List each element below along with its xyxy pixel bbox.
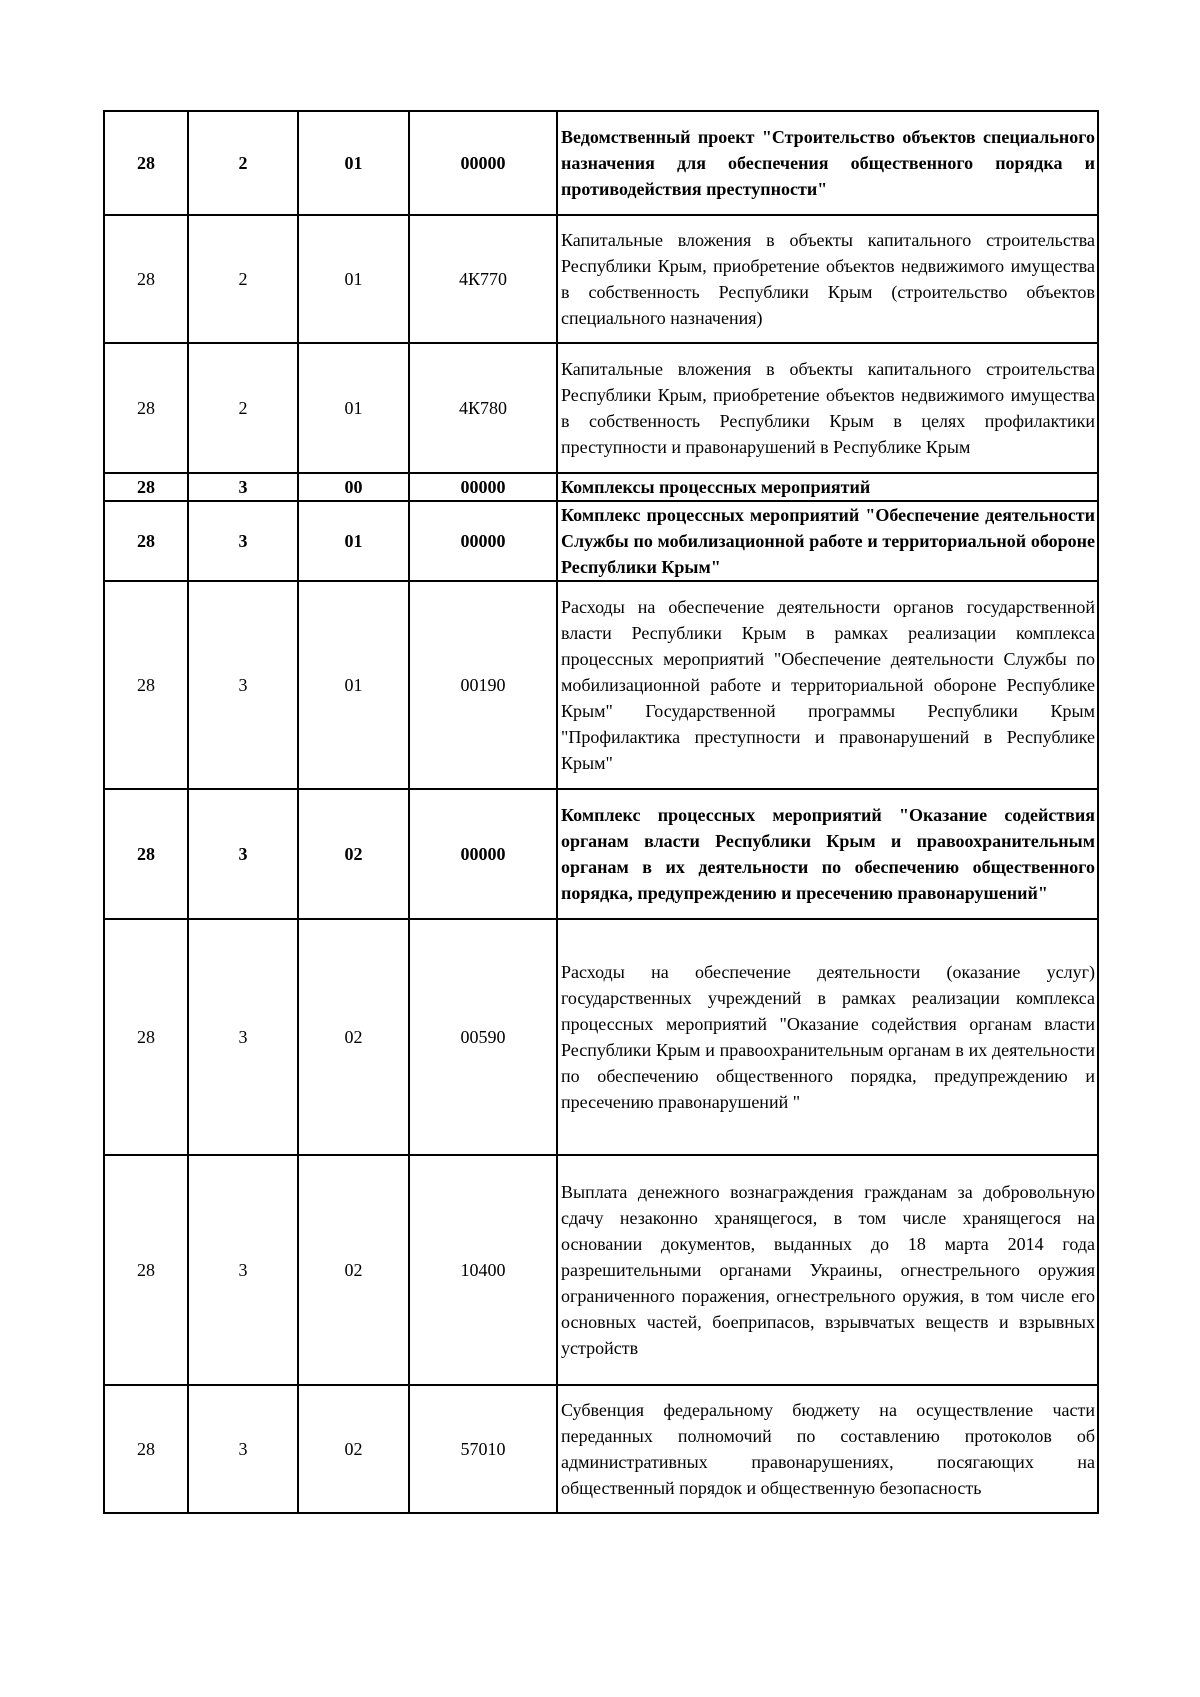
item-name-text: Комплекс процессных мероприятий "Обеспечение деятельности Службы по мобилизационной работе и территориальной обороне Республики Крым"	[561, 505, 1095, 577]
item-name-text: Капитальные вложения в объекты капитального строительства Республики Крым, приобретение объектов недвижимого имущества в собственность Республики Крым в целях профилактики преступности и правонарушений в Республике Крым	[561, 359, 1095, 457]
item-name-cell	[557, 789, 1098, 919]
table-row	[104, 343, 1098, 473]
subprogram-code-cell: 3	[188, 473, 298, 501]
subprogram-code-cell: 2	[188, 343, 298, 473]
table-row	[104, 919, 1098, 1155]
item-name-text: Комплексы процессных мероприятий	[561, 477, 871, 497]
table-row	[104, 581, 1098, 789]
direction-code-cell: 00000	[409, 789, 557, 919]
budget-classification-table	[103, 110, 1099, 1514]
program-code-cell: 28	[104, 343, 188, 473]
direction-code-cell: 4К770	[409, 215, 557, 343]
table-row	[104, 501, 1098, 581]
subprogram-code-cell: 3	[188, 581, 298, 789]
item-name-text: Капитальные вложения в объекты капитального строительства Республики Крым, приобретение объектов недвижимого имущества в собственность Республики Крым (строительство объектов специального назначения)	[561, 230, 1095, 328]
program-code-cell: 28	[104, 215, 188, 343]
program-code-cell: 28	[104, 581, 188, 789]
direction-code-cell: 00000	[409, 501, 557, 581]
item-name-cell	[557, 343, 1098, 473]
program-code-cell: 28	[104, 1385, 188, 1513]
table-body	[104, 111, 1098, 1513]
program-code-cell: 28	[104, 473, 188, 501]
element-code-cell: 01	[298, 215, 409, 343]
item-name-text: Расходы на обеспечение деятельности органов государственной власти Республики Крым в рамках реализации комплекса процессных мероприятий "Обеспечение деятельности Службы по мобилизационной работе и территориальной обороне Республике Крым" Государственной программы Республики Крым "Профилактика преступности и правонарушений в Республике Крым"	[561, 597, 1095, 773]
subprogram-code-cell: 3	[188, 1385, 298, 1513]
program-code-cell: 28	[104, 789, 188, 919]
subprogram-code-cell: 3	[188, 919, 298, 1155]
item-name-cell	[557, 581, 1098, 789]
subprogram-code-cell: 2	[188, 111, 298, 215]
item-name-cell	[557, 111, 1098, 215]
subprogram-code-cell: 2	[188, 215, 298, 343]
program-code-cell: 28	[104, 111, 188, 215]
table-row	[104, 215, 1098, 343]
element-code-cell: 02	[298, 1155, 409, 1385]
item-name-cell	[557, 215, 1098, 343]
element-code-cell: 00	[298, 473, 409, 501]
element-code-cell: 01	[298, 581, 409, 789]
element-code-cell: 01	[298, 501, 409, 581]
direction-code-cell: 10400	[409, 1155, 557, 1385]
table-row	[104, 473, 1098, 501]
item-name-text: Расходы на обеспечение деятельности (оказание услуг) государственных учреждений в рамках реализации комплекса процессных мероприятий "Оказание содействия органам власти Республики Крым и правоохранительным органам в их деятельности по обеспечению общественного порядка, предупреждению и пресечению правонарушений "	[561, 962, 1095, 1112]
direction-code-cell: 00000	[409, 473, 557, 501]
element-code-cell: 01	[298, 343, 409, 473]
table-row	[104, 1385, 1098, 1513]
element-code-cell: 02	[298, 919, 409, 1155]
element-code-cell: 02	[298, 1385, 409, 1513]
program-code-cell: 28	[104, 919, 188, 1155]
subprogram-code-cell: 3	[188, 501, 298, 581]
program-code-cell: 28	[104, 501, 188, 581]
item-name-cell	[557, 1155, 1098, 1385]
item-name-text: Ведомственный проект "Строительство объектов специального назначения для обеспечения общественного порядка и противодействия преступности"	[561, 127, 1095, 199]
direction-code-cell: 57010	[409, 1385, 557, 1513]
element-code-cell: 02	[298, 789, 409, 919]
item-name-text: Субвенция федеральному бюджету на осуществление части переданных полномочий по составлению протоколов об административных правонарушениях, посягающих на общественный порядок и общественную безопасность	[561, 1400, 1095, 1498]
table-row	[104, 789, 1098, 919]
subprogram-code-cell: 3	[188, 1155, 298, 1385]
direction-code-cell: 00590	[409, 919, 557, 1155]
direction-code-cell: 00190	[409, 581, 557, 789]
item-name-text: Комплекс процессных мероприятий "Оказание содействия органам власти Республики Крым и правоохранительным органам в их деятельности по обеспечению общественного порядка, предупреждению и пресечению правонарушений"	[561, 805, 1095, 903]
table-row	[104, 111, 1098, 215]
item-name-cell	[557, 1385, 1098, 1513]
element-code-cell: 01	[298, 111, 409, 215]
table-row	[104, 1155, 1098, 1385]
item-name-text: Выплата денежного вознаграждения гражданам за добровольную сдачу незаконно хранящегося, в том числе хранящегося на основании документов, выданных до 18 марта 2014 года разрешительными органами Украины, огнестрельного оружия ограниченного поражения, огнестрельного оружия, в том числе его основных частей, боеприпасов, взрывчатых веществ и взрывных устройств	[561, 1182, 1095, 1358]
program-code-cell: 28	[104, 1155, 188, 1385]
item-name-cell	[557, 501, 1098, 581]
item-name-cell	[557, 919, 1098, 1155]
subprogram-code-cell: 3	[188, 789, 298, 919]
direction-code-cell: 4К780	[409, 343, 557, 473]
item-name-cell	[557, 473, 1098, 501]
direction-code-cell: 00000	[409, 111, 557, 215]
